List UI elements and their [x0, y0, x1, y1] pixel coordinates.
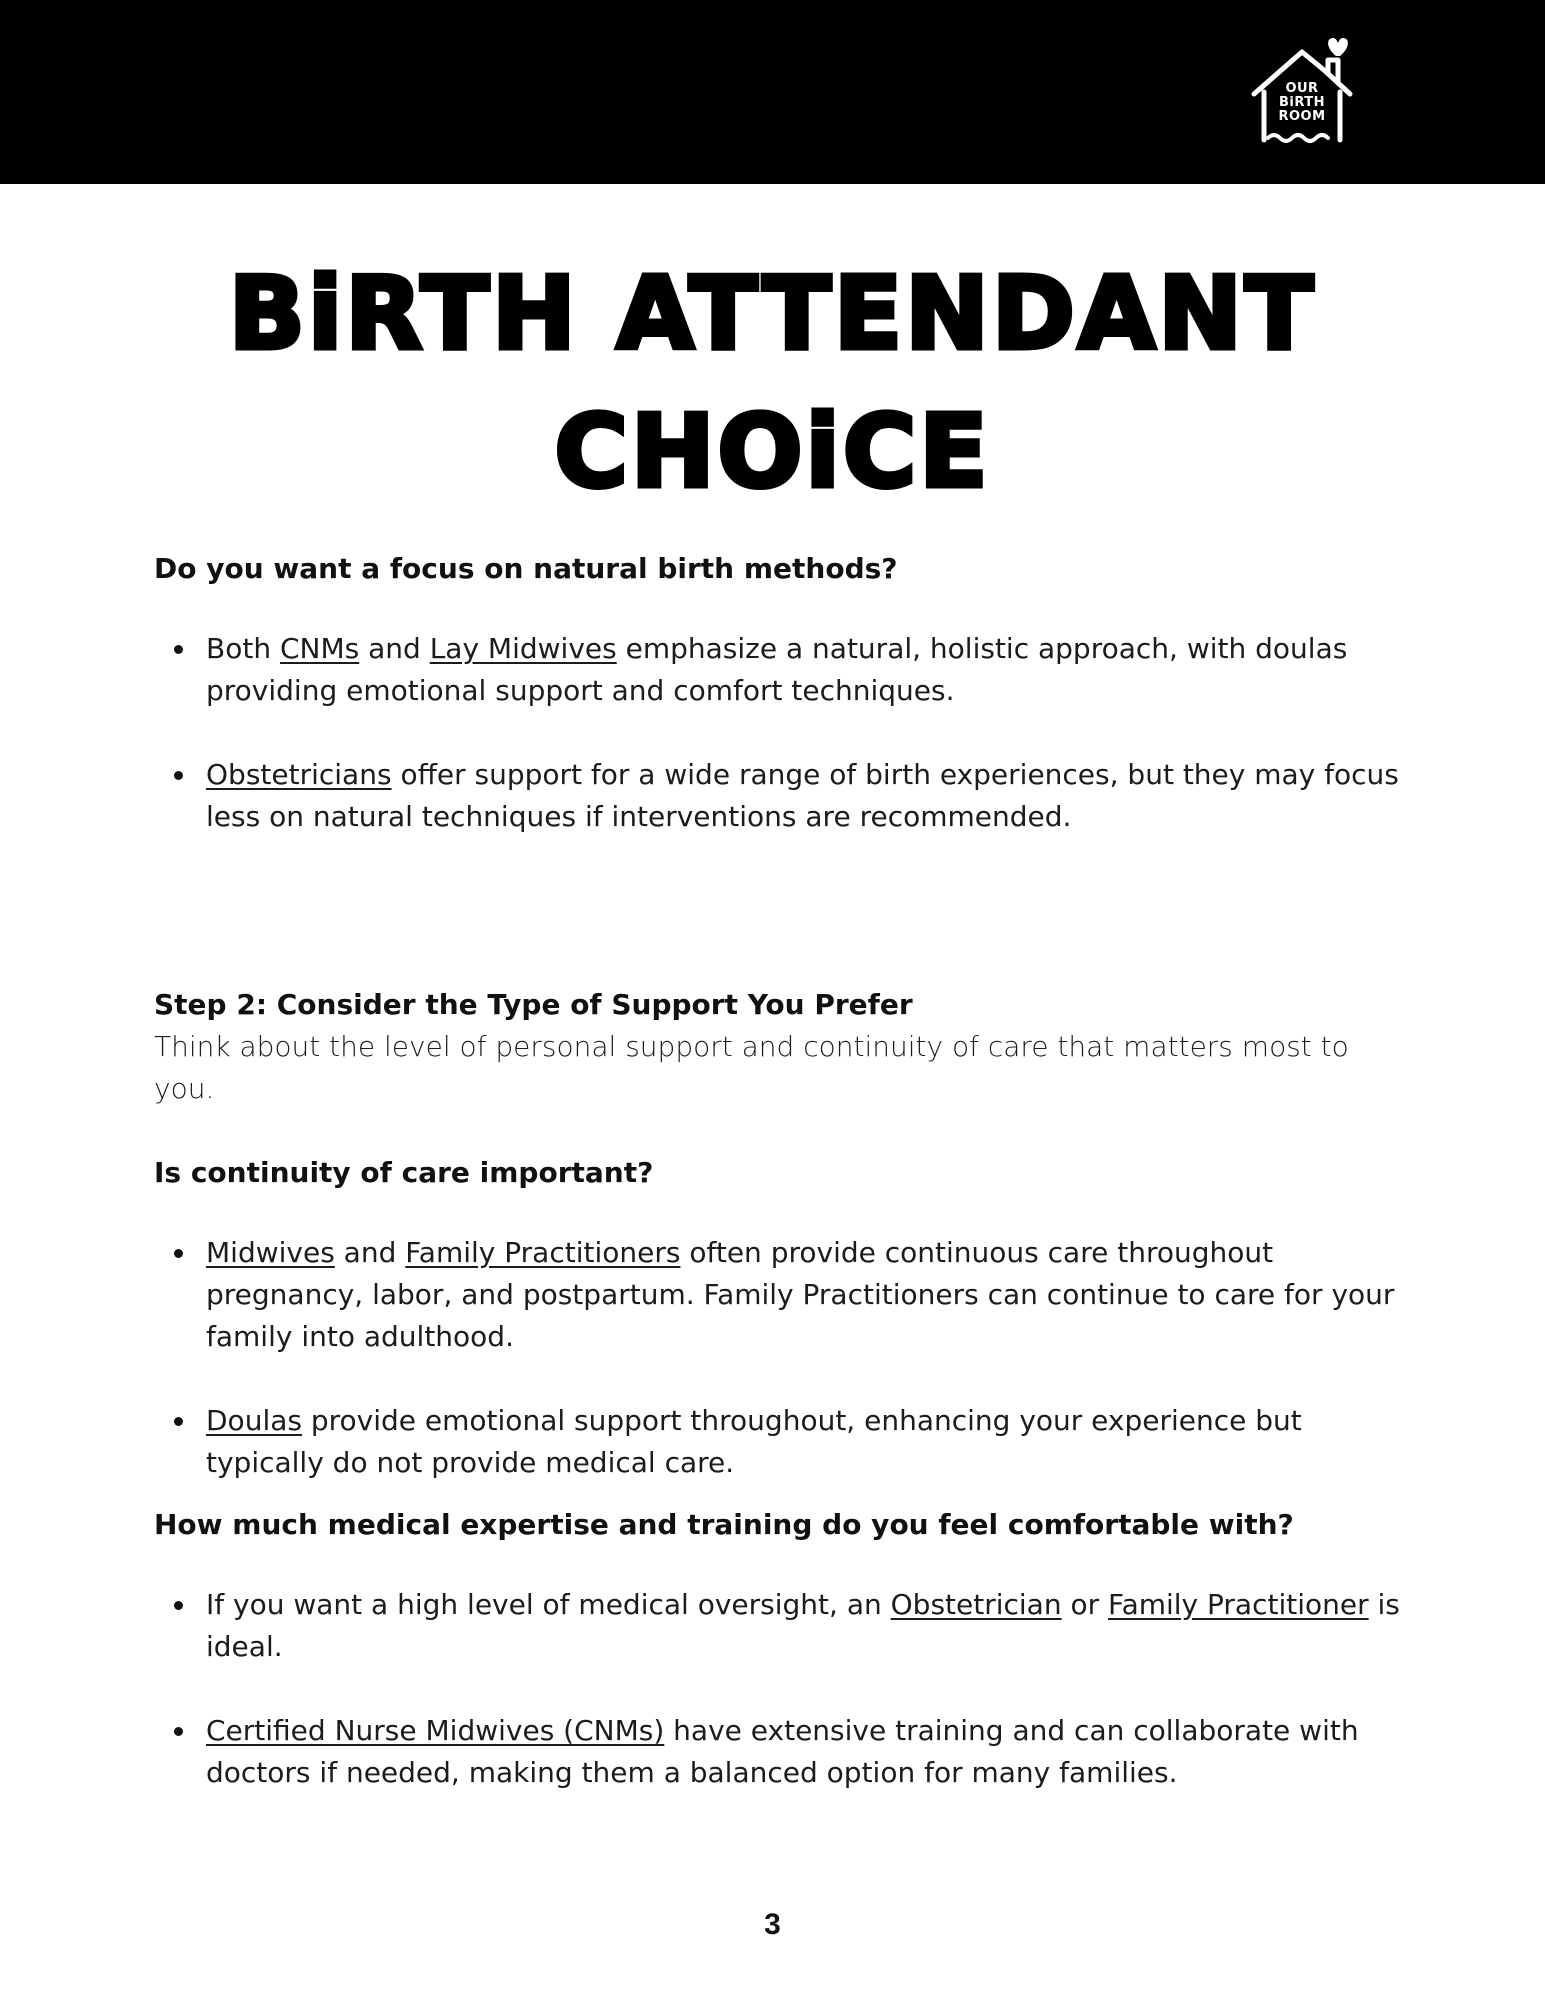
page-title [0, 245, 1545, 521]
bullet-text: If you want a high level of medical oversight, an [206, 1588, 891, 1621]
our-birth-room-logo [1250, 34, 1360, 146]
certified-nurse-midwives-link[interactable]: Certified Nurse Midwives (CNMs) [206, 1714, 665, 1747]
step-2-intro: Think about the level of personal support and continuity of care that matters most to you. [154, 1030, 1349, 1105]
list-item [206, 1232, 1404, 1358]
bullet-text: provide emotional support throughout, enhancing your experience but typically do not provide medical care. [206, 1404, 1302, 1479]
obstetrician-link[interactable]: Obstetrician [890, 1588, 1062, 1621]
logo-line-3: ROOM [1278, 109, 1326, 124]
list-item [206, 1710, 1404, 1794]
logo-line-2: BiRTH [1278, 95, 1326, 110]
section-spacer [154, 880, 1404, 984]
bullet-text: or [1061, 1588, 1109, 1621]
natural-birth-list [154, 628, 1404, 838]
page-number: 3 [764, 1908, 781, 1941]
bullet-text: have extensive training and can collaborate with doctors if needed, making them a balanced option for many families. [206, 1714, 1359, 1789]
page-title-line-1: BiRTH ATTENDANT [228, 255, 1317, 372]
bullet-text: offer support for a wide range of birth experiences, but they may focus less on natural techniques if interventions are recommended. [206, 758, 1399, 833]
family-practitioner-link[interactable]: Family Practitioner [1108, 1588, 1369, 1621]
continuity-list [154, 1232, 1404, 1484]
natural-birth-question: Do you want a focus on natural birth methods? [154, 552, 898, 585]
list-item [206, 628, 1404, 712]
midwives-link[interactable]: Midwives [206, 1236, 335, 1269]
list-item [206, 1400, 1404, 1484]
bullet-text: emphasize a natural, holistic approach, with doulas providing emotional support and comfort techniques. [206, 632, 1348, 707]
content-body [154, 548, 1404, 1836]
list-item [206, 754, 1404, 838]
bullet-text: Both [206, 632, 280, 665]
expertise-list [154, 1584, 1404, 1794]
page-title-line-2: CHOiCE [554, 393, 991, 510]
bullet-text: often provide continuous care throughout pregnancy, labor, and postpartum. Family Practitioners can continue to care for your family into adulthood. [206, 1236, 1395, 1353]
expertise-question: How much medical expertise and training do you feel comfortable with? [154, 1508, 1294, 1541]
logo-line-1: OUR [1285, 81, 1319, 96]
bullet-text: and [359, 632, 430, 665]
continuity-question: Is continuity of care important? [154, 1156, 654, 1189]
bullet-text: and [334, 1236, 406, 1269]
logo-wordmark [1272, 82, 1332, 124]
cnms-link[interactable]: CNMs [279, 632, 360, 665]
list-item [206, 1584, 1404, 1668]
lay-midwives-link[interactable]: Lay Midwives [429, 632, 617, 665]
family-practitioners-link[interactable]: Family Practitioners [405, 1236, 681, 1269]
bullet-text: is ideal. [206, 1588, 1400, 1663]
step-2-heading: Step 2: Consider the Type of Support You Prefer [154, 988, 913, 1021]
header-bar [0, 0, 1545, 184]
doulas-link[interactable]: Doulas [206, 1404, 302, 1437]
obstetricians-link[interactable]: Obstetricians [206, 758, 392, 791]
